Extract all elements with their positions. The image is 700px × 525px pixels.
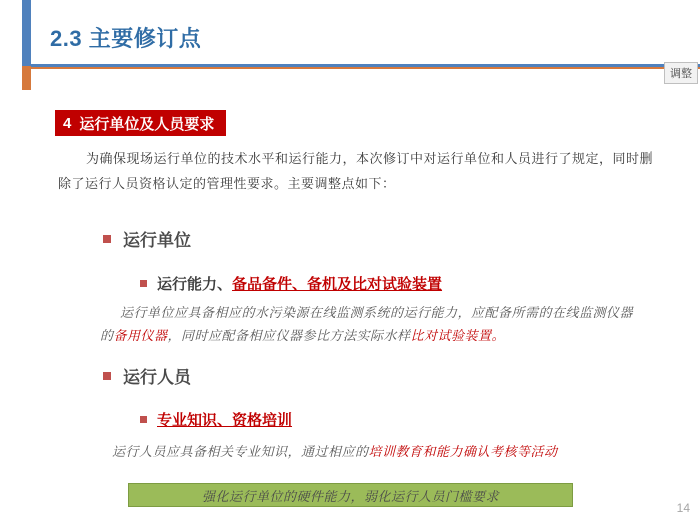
annotation-text: 运行单位应具备相应的水污染源在线监测系统的运行能力，应配备所需的在线监测仪器 [120, 306, 634, 321]
top-right-note-badge [664, 62, 698, 84]
square-bullet-icon [140, 416, 147, 423]
square-bullet-icon [103, 235, 111, 243]
annotation-line-unit-2 [100, 326, 660, 348]
annotation-text: 的 [100, 329, 114, 344]
bullet-heading-operating-unit [103, 226, 191, 251]
subheading-part-emphasis: 备品备件、备机及比对试验装置 [232, 276, 443, 293]
subheading-part-emphasis: 专业知识、资格培训 [157, 412, 293, 429]
callout-text: 强化运行单位的硬件能力，弱化运行人员门槛要求 [201, 489, 499, 505]
annotation-line-unit-1 [120, 303, 660, 325]
bullet-heading-label: 运行人员 [123, 368, 191, 387]
page-title: 2.3 主要修订点 [50, 26, 202, 51]
bullet-heading-operating-personnel [103, 363, 191, 388]
callout-box [128, 483, 573, 507]
bullet-subheading-operating-unit [140, 273, 442, 294]
intro-paragraph: 为确保现场运行单位的技术水平和运行能力，本次修订中对运行单位和人员进行了规定，同时删除了运行人员资格认定的管理性要求。主要调整点如下： [58, 151, 654, 191]
square-bullet-icon [140, 280, 147, 287]
section-label: 运行单位及人员要求 [79, 115, 215, 133]
page-number: 14 [676, 501, 690, 515]
square-bullet-icon [103, 372, 111, 380]
left-accent-bar-blue [22, 0, 31, 66]
annotation-text: 运行人员应具备相关专业知识，通过相应的 [112, 445, 369, 460]
left-accent-bar-orange [22, 66, 31, 90]
annotation-text-emphasis: 备用仪器 [113, 329, 168, 344]
top-right-note-label: 调整 [670, 68, 692, 80]
bullet-subheading-operating-personnel [140, 409, 292, 430]
subheading-part-plain: 运行能力、 [157, 276, 233, 293]
annotation-line-personnel-1 [112, 442, 672, 464]
annotation-text-emphasis: 比对试验装置。 [410, 329, 506, 344]
title-divider-orange [31, 67, 700, 69]
section-number: 4 [63, 114, 72, 132]
annotation-text: ，同时应配备相应仪器参比方法实际水样 [167, 329, 411, 344]
section-banner [55, 110, 226, 136]
bullet-heading-label: 运行单位 [123, 231, 191, 250]
annotation-text-emphasis: 培训教育和能力确认考核等活动 [368, 445, 558, 460]
